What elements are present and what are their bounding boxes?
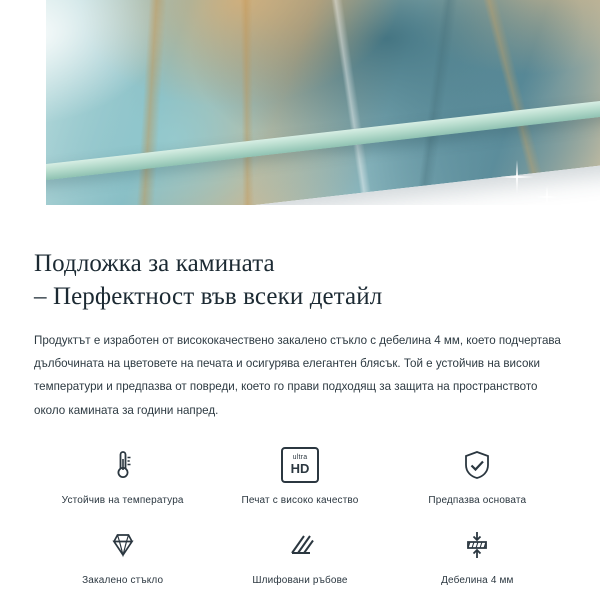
feature-item-tempered-glass <box>34 524 211 600</box>
feature-label: Устойчив на температура <box>61 494 184 506</box>
feature-item-temperature <box>34 444 211 522</box>
feature-label: Шлифовани ръбове <box>252 574 348 586</box>
ultra-hd-badge-top: ultra <box>292 454 308 462</box>
hero-image <box>0 0 600 225</box>
page-title-line2: – Перфектност във всеки детайл <box>34 283 383 310</box>
diamond-icon <box>103 524 143 566</box>
feature-item-print-quality <box>211 444 388 522</box>
polished-edges-icon <box>280 524 320 566</box>
hero-mask-left <box>0 0 46 225</box>
ultra-hd-icon <box>281 444 319 486</box>
shield-check-icon <box>457 444 497 486</box>
ultra-hd-badge-bottom: HD <box>290 461 310 477</box>
description-paragraph: Продуктът е изработен от висококачествено закалено стъкло с дебелина 4 мм, което подчертава дълбочината на цветовете на печата и осигурява елегантен блясък. Той е устойчив на високи температури и предпазва от повреди, което го прави подходящ за защита на пространството около камината за години напред. <box>34 334 561 417</box>
thermometer-icon <box>103 444 143 486</box>
feature-item-polished-edges <box>211 524 388 600</box>
feature-label: Печат с високо качество <box>241 494 359 506</box>
content-area <box>0 247 600 600</box>
hero-mask-bottom <box>0 205 600 225</box>
feature-label: Предпазва основата <box>428 494 527 506</box>
feature-label: Дебелина 4 мм <box>441 574 514 586</box>
feature-item-thickness <box>389 524 566 600</box>
thickness-arrows-icon <box>457 524 497 566</box>
page-title <box>34 247 566 313</box>
feature-item-protects-base <box>389 444 566 522</box>
page-title-line1: Подложка за камината <box>34 250 275 277</box>
feature-grid <box>34 444 566 600</box>
feature-label: Закалено стъкло <box>82 574 164 586</box>
